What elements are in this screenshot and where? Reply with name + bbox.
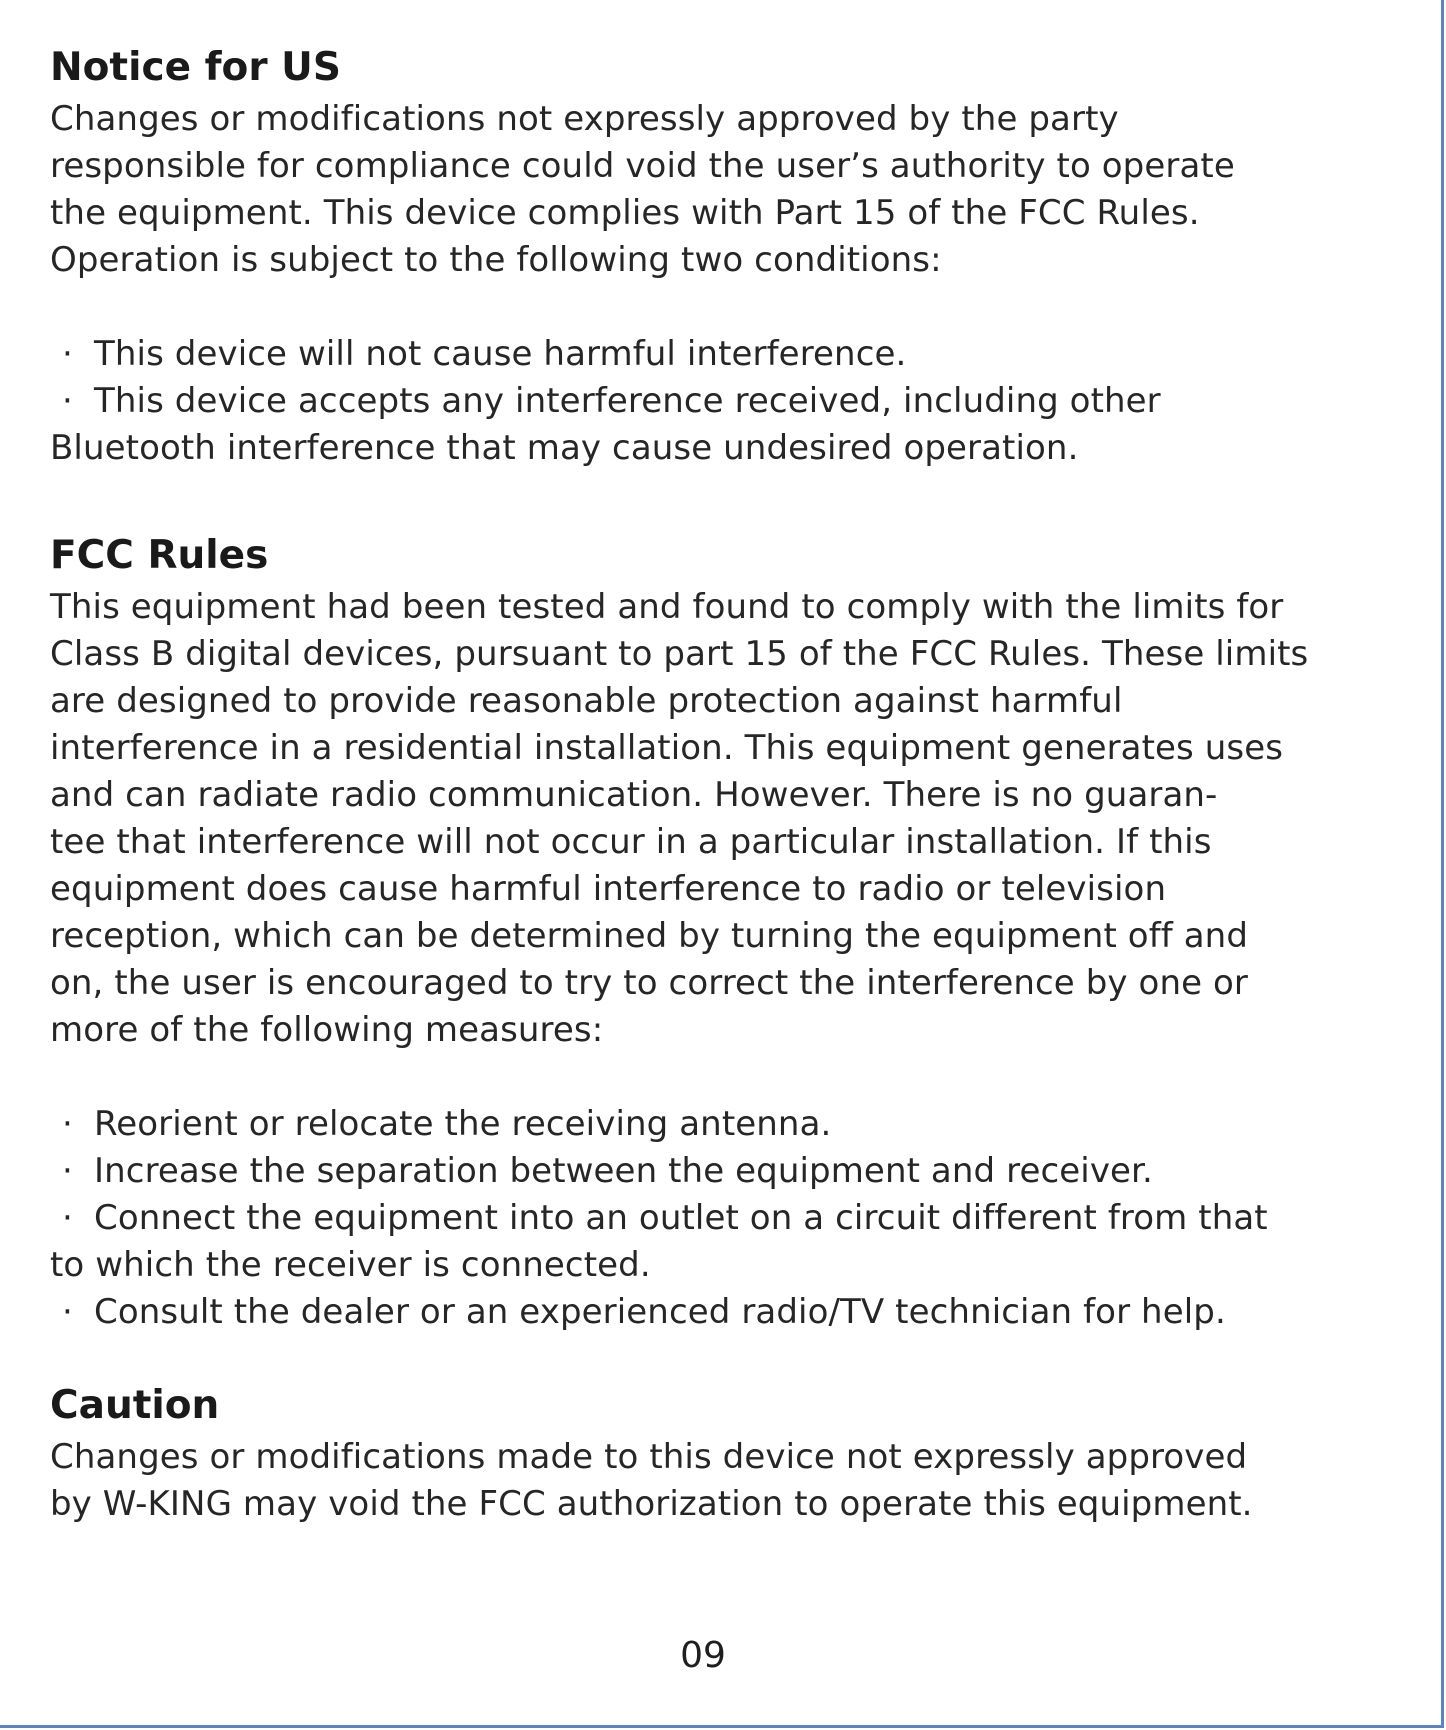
- fcc-line-4: interference in a residential installation. This equipment generates uses: [50, 728, 1284, 768]
- spacer: [50, 284, 1350, 331]
- spacer: [50, 1054, 1350, 1101]
- caution-line-2: by W-KING may void the FCC authorization to operate this equipment.: [50, 1484, 1253, 1524]
- fcc-line-5: and can radiate radio communication. However. There is no guaran-: [50, 775, 1218, 815]
- notice-line-3: the equipment. This device complies with Part 15 of the FCC Rules.: [50, 193, 1200, 233]
- notice-bullet-1: [50, 331, 1350, 378]
- bullet-dot: ·: [62, 1151, 73, 1191]
- fcc-bullet-3-continuation: to which the receiver is connected.: [50, 1245, 651, 1285]
- fcc-line-3: are designed to provide reasonable protection against harmful: [50, 681, 1123, 721]
- notice-bullet-2-text: This device accepts any interference received, including other: [94, 381, 1161, 421]
- spacer: [50, 472, 1350, 528]
- bullet-dot: ·: [62, 1198, 73, 1238]
- fcc-bullet-1-text: Reorient or relocate the receiving antenna.: [94, 1104, 832, 1144]
- fcc-line-9: on, the user is encouraged to try to correct the interference by one or: [50, 963, 1248, 1003]
- notice-line-2: responsible for compliance could void the user’s authority to operate: [50, 146, 1235, 186]
- fcc-line-10: more of the following measures:: [50, 1010, 604, 1050]
- fcc-line-8: reception, which can be determined by turning the equipment off and: [50, 916, 1249, 956]
- page-content: [50, 40, 1350, 1528]
- fcc-bullet-4-text: Consult the dealer or an experienced radio/TV technician for help.: [94, 1292, 1226, 1332]
- notice-line-1: Changes or modifications not expressly approved by the party: [50, 99, 1119, 139]
- bullet-dot: ·: [62, 381, 73, 421]
- notice-bullet-1-text: This device will not cause harmful interference.: [94, 334, 907, 374]
- page-number: 09: [680, 1635, 726, 1676]
- notice-bullet-2: [50, 378, 1350, 425]
- notice-heading: Notice for US: [50, 45, 341, 90]
- caution-heading: Caution: [50, 1383, 220, 1428]
- fcc-bullet-4: [50, 1289, 1350, 1336]
- fcc-line-2: Class B digital devices, pursuant to part 15 of the FCC Rules. These limits: [50, 634, 1309, 674]
- fcc-line-6: tee that interference will not occur in a particular installation. If this: [50, 822, 1212, 862]
- bullet-dot: ·: [62, 334, 73, 374]
- fcc-line-7: equipment does cause harmful interference to radio or television: [50, 869, 1167, 909]
- fcc-heading: FCC Rules: [50, 533, 269, 578]
- spacer: [50, 1336, 1350, 1378]
- bullet-dot: ·: [62, 1104, 73, 1144]
- fcc-bullet-3-text: Connect the equipment into an outlet on a circuit different from that: [94, 1198, 1268, 1238]
- fcc-bullet-1: [50, 1101, 1350, 1148]
- fcc-line-1: This equipment had been tested and found to comply with the limits for: [50, 587, 1284, 627]
- bullet-dot: ·: [62, 1292, 73, 1332]
- fcc-bullet-3: [50, 1195, 1350, 1242]
- fcc-bullet-2: [50, 1148, 1350, 1195]
- caution-line-1: Changes or modifications made to this device not expressly approved: [50, 1437, 1248, 1477]
- fcc-bullet-2-text: Increase the separation between the equipment and receiver.: [94, 1151, 1153, 1191]
- notice-bullet-2-continuation: Bluetooth interference that may cause undesired operation.: [50, 428, 1079, 468]
- notice-line-4: Operation is subject to the following two conditions:: [50, 240, 942, 280]
